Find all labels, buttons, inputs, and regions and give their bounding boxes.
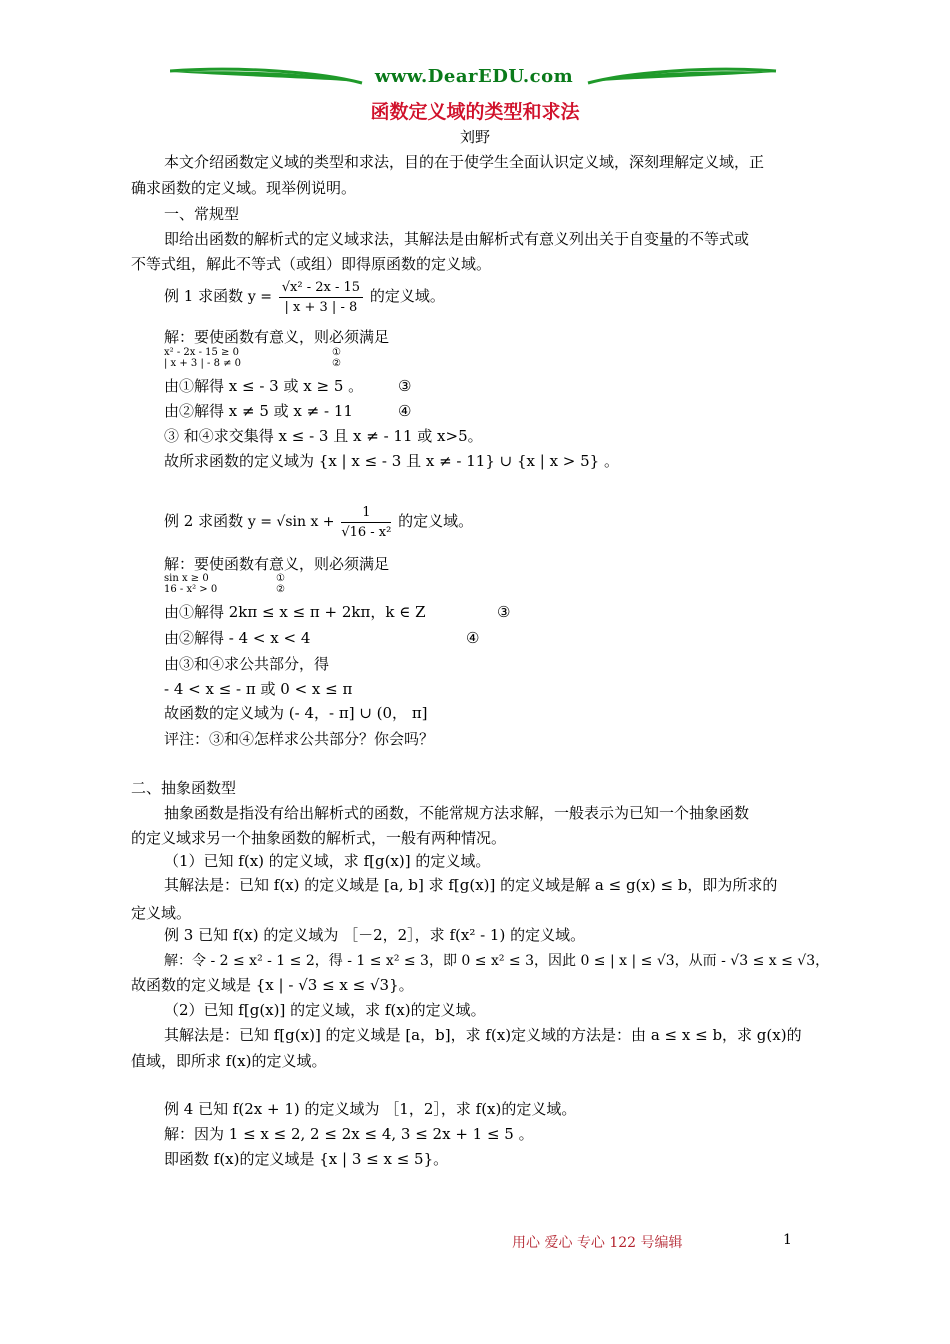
example-1-conclusion: 故所求函数的定义域为 {x | x ≤ - 3 且 x ≠ - 11} ∪ {x | x > 5} 。 [164, 452, 619, 470]
example-1-step-3: ③ 和④求交集得 x ≤ - 3 且 x ≠ - 11 或 x>5。 [164, 427, 483, 445]
author: 刘野 [459, 128, 490, 146]
section-1-desc-1: 即给出函数的解析式的定义域求法，其解法是由解析式有意义列出关于自变量的不等式或 [164, 230, 750, 248]
section-1-desc-2: 不等式组，解此不等式（或组）即得原函数的定义域。 [131, 255, 492, 273]
section-2-heading: 二、抽象函数型 [131, 779, 237, 797]
section-2-desc-1: 抽象函数是指没有给出解析式的函数，不能常规方法求解，一般表示为已知一个抽象函数 [164, 804, 750, 822]
example-2-fraction: $\frac{1}{\text{√16 - x²}}$ [341, 504, 392, 540]
footer-text: 用心 爱心 专心 122 号编辑 [512, 1235, 683, 1251]
case-2-method-2: 值域，即所求 f(x)的定义域。 [131, 1052, 327, 1070]
example-4-conclusion: 即函数 f(x)的定义域是 {x | 3 ≤ x ≤ 5}。 [164, 1150, 449, 1168]
example-2-system: sin x ≥ 0 ① 16 - x² > 0 ② [164, 573, 285, 595]
example-4-statement: 例 4 已知 f(2x + 1) 的定义域为 ［1，2］，求 f(x)的定义域。 [164, 1100, 577, 1118]
example-2-solution-intro: 解：要使函数有意义，则必须满足 [164, 555, 390, 573]
site-logo-text: www.DearEDU.com [374, 66, 574, 87]
case-2-heading: （2）已知 f[g(x)] 的定义域，求 f(x)的定义域。 [164, 1001, 486, 1019]
page-number: 1 [783, 1232, 792, 1248]
example-1-step-1-tag: ③ [398, 377, 412, 395]
section-2-desc-2: 的定义域求另一个抽象函数的解析式，一般有两种情况。 [131, 829, 507, 847]
example-1-solution-intro: 解：要使函数有意义，则必须满足 [164, 328, 390, 346]
case-2-method-1: 其解法是：已知 f[g(x)] 的定义域是 [a，b]，求 f(x)定义域的方法是：由 a ≤ x ≤ b，求 g(x)的 [164, 1026, 802, 1044]
example-3-solution-2: 故函数的定义域是 {x | - √3 ≤ x ≤ √3}。 [131, 976, 414, 994]
example-2-step-2-tag: ④ [466, 629, 480, 647]
example-2-step-1: 由①解得 2kπ ≤ x ≤ π + 2kπ，k ∈ Z [164, 603, 426, 621]
document-title: 函数定义域的类型和求法 [370, 101, 580, 123]
example-3-solution-1: 解：令 - 2 ≤ x² - 1 ≤ 2，得 - 1 ≤ x² ≤ 3，即 0 ≤ x² ≤ 3，因此 0 ≤ | x | ≤ √3，从而 - √3 ≤ x ≤ √3， [164, 953, 830, 969]
example-1-step-1: 由①解得 x ≤ - 3 或 x ≥ 5 。 [164, 377, 364, 395]
case-1-method-2: 定义域。 [131, 904, 192, 922]
example-1-system: x² - 2x - 15 ≥ 0 ① | x + 3 | - 8 ≠ 0 ② [164, 347, 341, 369]
intro-line-1: 本文介绍函数定义域的类型和求法，目的在于使学生全面认识定义域，深刻理解定义域，正 [164, 153, 765, 171]
intro-line-2: 确求函数的定义域。现举例说明。 [131, 179, 357, 197]
example-4-solution: 解：因为 1 ≤ x ≤ 2, 2 ≤ 2x ≤ 4, 3 ≤ 2x + 1 ≤ 5 。 [164, 1125, 534, 1143]
example-1-fraction: $\frac{\text{√x² - 2x - 15}}{| x + 3 | - 8}$ [279, 279, 363, 316]
example-2-conclusion: 故函数的定义域为 (- 4，- π] ∪ (0， π] [164, 704, 428, 722]
example-2-comment: 评注：③和④怎样求公共部分？你会吗？ [164, 730, 435, 748]
example-1-step-2-tag: ④ [398, 402, 412, 420]
example-2-step-3: 由③和④求公共部分，得 [164, 655, 330, 673]
case-1-heading: （1）已知 f(x) 的定义域，求 f[g(x)] 的定义域。 [164, 852, 491, 870]
example-2-step-2: 由②解得 - 4 < x < 4 [164, 629, 311, 647]
example-1-statement: 例 1 求函数 y = $\frac{\text{√x² - 2x - 15}}{| x + 3 | - 8}$ 的定义域。 [164, 279, 445, 315]
example-3-statement: 例 3 已知 f(x) 的定义域为 ［－2，2］，求 f(x² - 1) 的定义域。 [164, 926, 586, 944]
section-1-heading: 一、常规型 [164, 205, 240, 223]
example-2-step-1-tag: ③ [497, 603, 511, 621]
example-2-step-4: - 4 < x ≤ - π 或 0 < x ≤ π [164, 680, 353, 698]
example-2-statement: 例 2 求函数 y = √sin x + $\frac{1}{\text{√16 - x²}}$ 的定义域。 [164, 504, 474, 540]
site-header [170, 62, 778, 98]
example-1-step-2: 由②解得 x ≠ 5 或 x ≠ - 11 [164, 402, 353, 420]
case-1-method-1: 其解法是：已知 f(x) 的定义域是 [a, b] 求 f[g(x)] 的定义域是解 a ≤ g(x) ≤ b，即为所求的 [164, 876, 778, 894]
